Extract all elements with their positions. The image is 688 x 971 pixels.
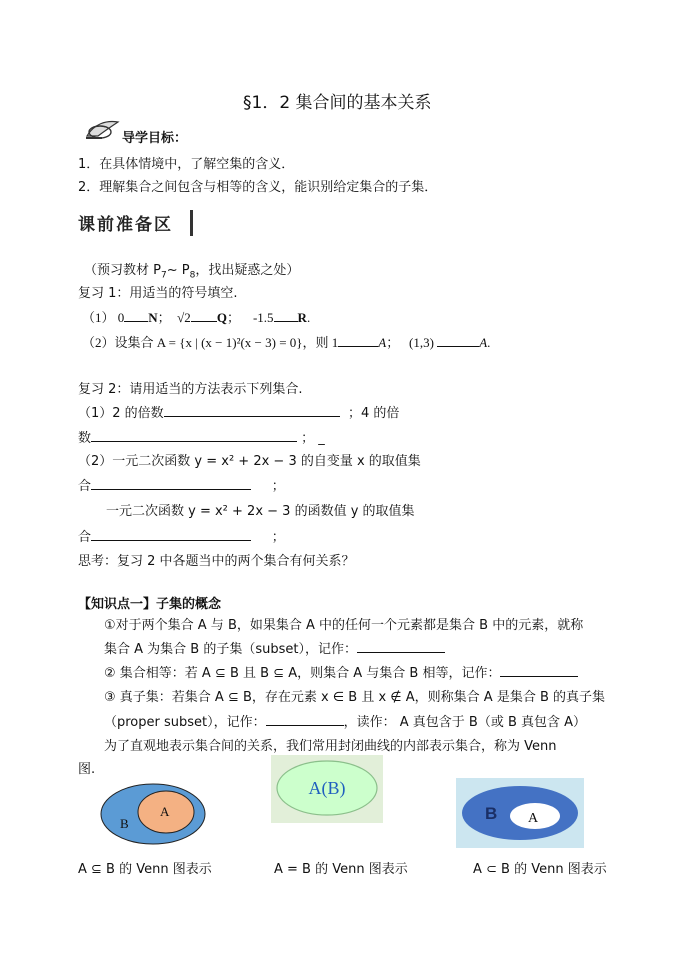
review2-item3-cont — [78, 526, 285, 545]
knowledge-p3b — [104, 711, 586, 730]
review2-item2: （2）一元二次函数 y = x² + 2x − 3 的自变量 x 的取值集 — [78, 454, 421, 469]
venn-diagram-subset — [98, 782, 208, 846]
r2-1b: ；4 的倍 — [347, 406, 400, 421]
venn1-outer-label: B — [120, 816, 129, 831]
r2-1c: 数 — [78, 431, 92, 446]
blank[interactable] — [164, 404, 340, 417]
think-question: 思考：复习 2 中各题当中的两个集合有何关系？ — [78, 554, 355, 569]
blank[interactable] — [91, 528, 251, 541]
p2-text: ② 集合相等：若 A ⊆ B 且 B ⊆ A，则集合 A 与集合 B 相等，记作： — [104, 666, 501, 681]
r1-2-text: （2）设集合 A = {x | (x − 1)²(x − 3) = 0}，则 1 — [82, 335, 339, 350]
page-title: §1．2 集合间的基本关系 — [243, 93, 432, 113]
r1-2-mid: (1,3) — [409, 335, 434, 350]
blank[interactable] — [266, 713, 344, 726]
p3c-text: ，读作： A 真包含于 B（或 B 真包含 A） — [343, 715, 587, 730]
knowledge-p4b: 图. — [78, 762, 96, 777]
r1-1-N: N — [148, 310, 158, 325]
r1-2-A2: A — [479, 335, 488, 350]
guide-item-2: 2．理解集合之间包含与相等的含义，能识别给定集合的子集． — [78, 180, 438, 195]
preview-page-end: 8 — [189, 270, 196, 281]
section-header-label: 课前准备区 — [78, 215, 173, 235]
guide-item-1: 1．在具体情境中，了解空集的含义． — [78, 157, 295, 172]
guide-quill-icon — [84, 118, 122, 142]
r1-1-R: R — [297, 310, 307, 325]
section-header — [78, 210, 193, 236]
review2-title: 复习 2：请用适当的方法表示下列集合. — [78, 382, 303, 397]
blank[interactable] — [357, 640, 445, 653]
knowledge-p2 — [104, 662, 578, 681]
preview-note — [84, 259, 299, 281]
venn3-inner-label: A — [528, 811, 539, 826]
preview-page-start: 7 — [160, 270, 167, 281]
blank[interactable] — [338, 334, 378, 347]
review2-item1 — [78, 402, 399, 421]
p3b-text: （proper subset），记作： — [104, 715, 266, 730]
blank[interactable] — [191, 309, 217, 322]
review1-title: 复习 1：用适当的符号填空. — [78, 286, 238, 301]
blank[interactable] — [91, 429, 297, 442]
knowledge-heading: 【知识点一】子集的概念 — [78, 597, 222, 612]
preview-note-c: ，找出疑惑之处） — [195, 263, 300, 278]
review2-item3: 一元二次函数 y = x² + 2x − 3 的函数值 y 的取值集 — [106, 504, 415, 519]
venn1-inner-label: A — [160, 804, 170, 819]
venn-caption-1: A ⊆ B 的 Venn 图表示 — [78, 862, 212, 877]
blank[interactable] — [500, 664, 578, 677]
blank[interactable] — [437, 334, 479, 347]
r1-1-sqrt: √2 — [177, 310, 191, 325]
p1b-text: 集合 A 为集合 B 的子集（subset），记作： — [104, 642, 357, 657]
knowledge-p1a: ①对于两个集合 A 与 B，如果集合 A 中的任何一个元素都是集合 B 中的元素，就称 — [104, 618, 584, 633]
blank[interactable] — [124, 309, 148, 322]
r2-1a: （1）2 的倍数 — [78, 406, 164, 421]
r2-3c: ； — [271, 530, 285, 545]
venn2-label: A(B) — [308, 778, 346, 798]
venn3-outer-label: B — [485, 804, 498, 823]
blank[interactable] — [274, 309, 298, 322]
venn-caption-2: A = B 的 Venn 图表示 — [274, 862, 408, 877]
r1-1-neg: -1.5 — [252, 310, 274, 325]
preview-note-b: ~ P — [166, 263, 190, 278]
r1-1-Q: Q — [216, 310, 227, 325]
venn-diagram-proper-subset — [456, 778, 584, 848]
preview-note-a: （预习教材 P — [84, 263, 161, 278]
venn-caption-3: A ⊂ B 的 Venn 图表示 — [473, 862, 607, 877]
review2-item1-cont — [78, 427, 325, 446]
review1-item1: （1） 0 N； √2 Q； -1.5 R. — [82, 310, 311, 325]
guide-heading: 导学目标： — [122, 131, 188, 146]
review1-item2: （2）设集合 A = {x | (x − 1)²(x − 3) = 0}，则 1 A； (1,3) A. — [82, 335, 491, 350]
blank[interactable] — [91, 477, 251, 490]
r2-3b: 合 — [78, 530, 92, 545]
r2-2c: ； — [271, 479, 285, 494]
r2-2b: 合 — [78, 479, 92, 494]
knowledge-p4a: 为了直观地表示集合间的关系，我们常用封闭曲线的内部表示集合，称为 Venn — [104, 739, 557, 754]
r1-1-label: （1） 0 — [82, 310, 125, 325]
review2-item2-cont — [78, 475, 285, 494]
knowledge-p3a: ③ 真子集：若集合 A ⊆ B，存在元素 x ∈ B 且 x ∉ A，则称集合 A 是集合 B 的真子集 — [104, 690, 606, 705]
knowledge-p1b — [104, 638, 445, 657]
r1-2-A1: A — [378, 335, 387, 350]
venn-diagram-equal — [271, 755, 383, 823]
r2-1d: ； _ — [301, 431, 325, 446]
